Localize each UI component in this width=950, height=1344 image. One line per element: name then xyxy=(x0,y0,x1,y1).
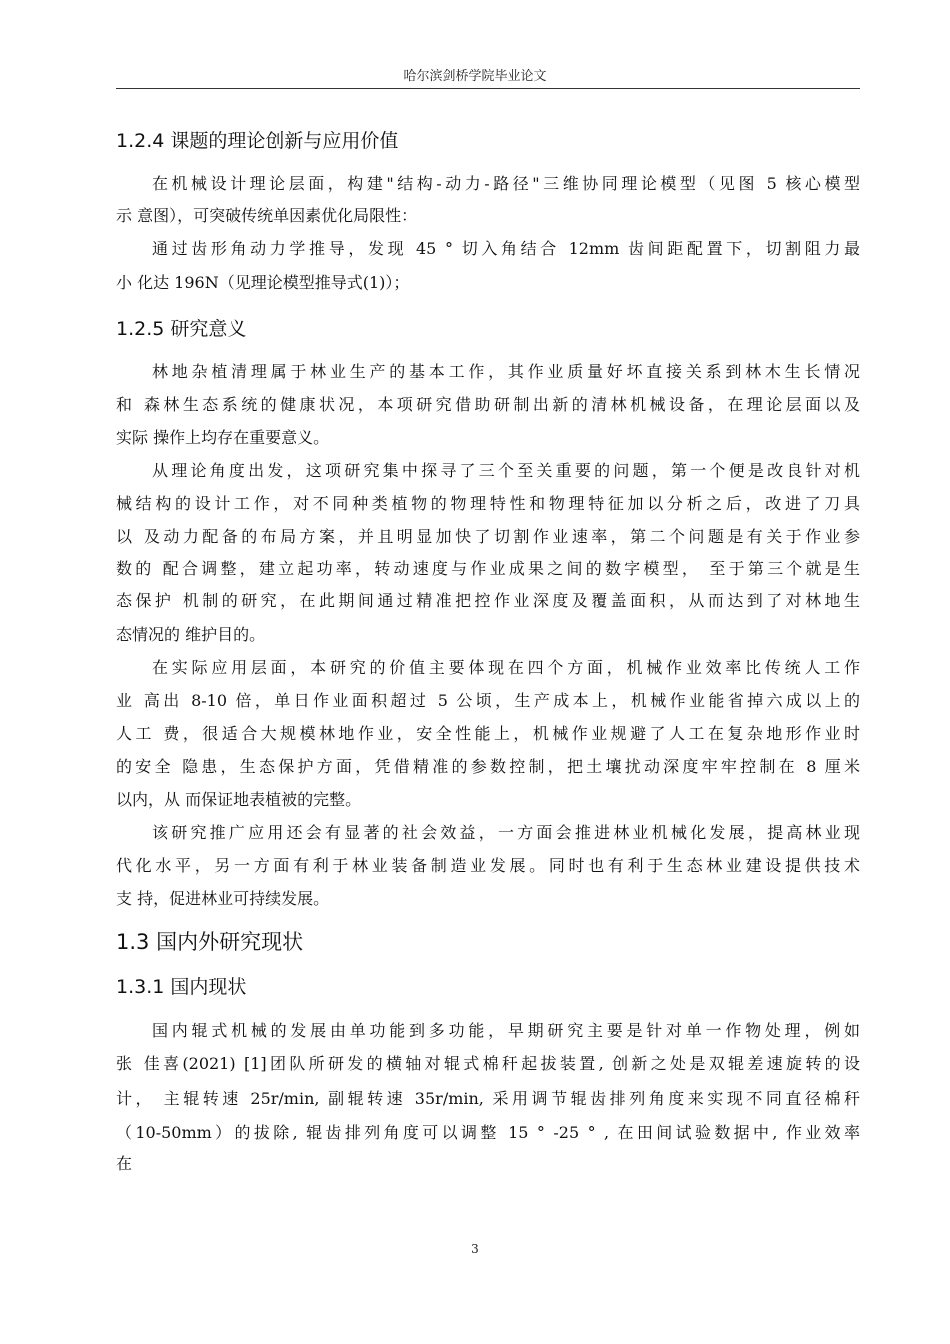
section-heading-1-3: 1.3 国内外研究现状 xyxy=(116,930,304,954)
paragraph-line: 业 高出 8-10 倍，单日作业面积超过 5 公顷，生产成本上，机械作业能省掉六成以上的 xyxy=(116,691,860,710)
paragraph-line: （10-50mm）的拔除, 辊齿排列角度可以调整 15 ° -25 ° , 在田间试验数据中, 作业效率 xyxy=(116,1123,860,1142)
page-header: 哈尔滨剑桥学院毕业论文 xyxy=(403,69,547,84)
paragraph-line: 态情况的 维护目的。 xyxy=(116,625,266,644)
paragraph-line: 数的 配合调整，建立起功率，转动速度与作业成果之间的数字模型， 至于第三个就是生 xyxy=(116,559,860,578)
paragraph-line: 和 森林生态系统的健康状况，本项研究借助研制出新的清林机械设备，在理论层面以及 xyxy=(116,395,860,414)
paragraph-line: 在实际应用层面，本研究的价值主要体现在四个方面，机械作业效率比传统人工作 xyxy=(152,658,860,677)
paragraph-line: 示 意图），可突破传统单因素优化局限性： xyxy=(116,206,418,225)
section-heading-1-2-5: 1.2.5 研究意义 xyxy=(116,318,247,340)
paragraph-line: 支 持，促进林业可持续发展。 xyxy=(116,889,330,908)
paragraph-line: 以 及动力配备的布局方案，并且明显加快了切割作业速率，第二个问题是有关于作业参 xyxy=(116,527,860,546)
paragraph-line: 国内辊式机械的发展由单功能到多功能，早期研究主要是针对单一作物处理，例如 xyxy=(152,1021,860,1040)
paragraph-line: 的安全 隐患，生态保护方面，凭借精准的参数控制，把土壤扰动深度牢牢控制在 8 厘米 xyxy=(116,757,860,776)
paragraph-line: 张 佳喜(2021) [1]团队所研发的横轴对辊式棉秆起拔装置, 创新之处是双辊差速旋转的设 xyxy=(116,1054,860,1073)
paragraph-line: 态保护 机制的研究，在此期间通过精准把控作业深度及覆盖面积，从而达到了对林地生 xyxy=(116,591,860,610)
paragraph-line: 在机械设计理论层面，构建"结构-动力-路径"三维协同理论模型（见图 5 核心模型 xyxy=(152,174,860,193)
header-divider xyxy=(116,88,860,89)
page-number: 3 xyxy=(471,1242,479,1256)
paragraph-line: 小 化达 196N（见理论模型推导式(1)）； xyxy=(116,273,410,292)
paragraph-line: 计， 主辊转速 25r/min, 副辊转速 35r/min, 采用调节辊齿排列角度来实现不同直径棉秆 xyxy=(116,1089,860,1108)
paragraph-line: 从理论角度出发，这项研究集中探寻了三个至关重要的问题，第一个便是改良针对机 xyxy=(152,461,860,480)
paragraph-line: 人工 费，很适合大规模林地作业，安全性能上，机械作业规避了人工在复杂地形作业时 xyxy=(116,724,860,743)
section-heading-1-3-1: 1.3.1 国内现状 xyxy=(116,976,247,998)
paragraph-line: 代化水平，另一方面有利于林业装备制造业发展。同时也有利于生态林业建设提供技术 xyxy=(116,856,860,875)
paragraph-line: 在 xyxy=(116,1154,133,1173)
paragraph-line: 实际 操作上均存在重要意义。 xyxy=(116,428,330,447)
section-heading-1-2-4: 1.2.4 课题的理论创新与应用价值 xyxy=(116,130,399,152)
paragraph-line: 林地杂植清理属于林业生产的基本工作，其作业质量好坏直接关系到林木生长情况 xyxy=(152,362,860,381)
paragraph-line: 以内，从 而保证地表植被的完整。 xyxy=(116,790,362,809)
paragraph-line: 该研究推广应用还会有显著的社会效益，一方面会推进林业机械化发展，提高林业现 xyxy=(152,823,860,842)
paragraph-line: 械结构的设计工作，对不同种类植物的物理特性和物理特征加以分析之后，改进了刀具 xyxy=(116,494,860,513)
paragraph-line: 通过齿形角动力学推导，发现 45 ° 切入角结合 12mm 齿间距配置下，切割阻力最 xyxy=(152,239,860,258)
